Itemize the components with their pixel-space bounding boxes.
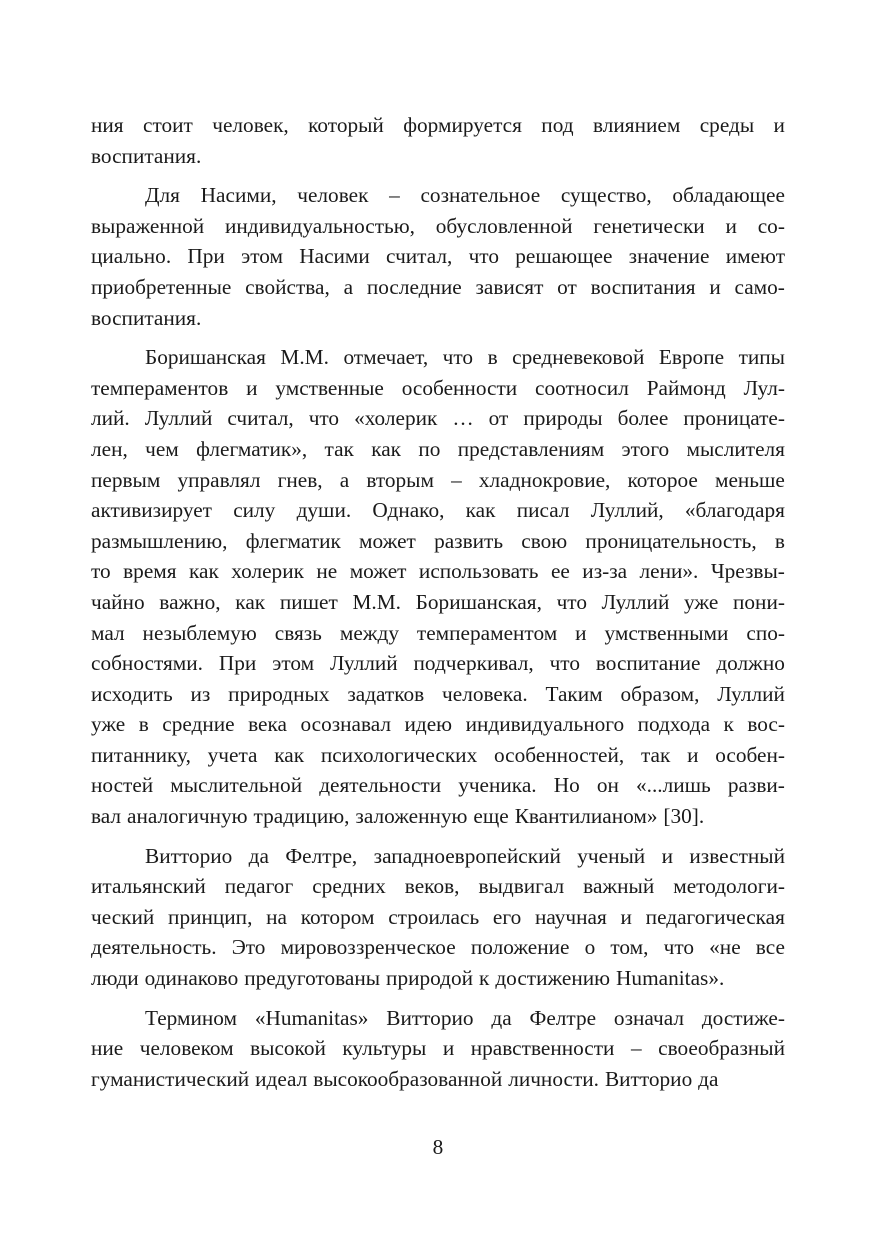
text-line: ческий принцип, на котором строилась его научная и педагогическая: [91, 904, 785, 929]
paragraph-gap: [91, 171, 785, 180]
paragraph: [91, 1003, 785, 1095]
paragraph: [91, 110, 785, 171]
text-line: Для Насими, человек – сознательное существо, обладающее: [145, 183, 785, 208]
text-line: мал незыблемую связь между темпераментом и умственными спо-: [91, 620, 785, 645]
paragraph-gap: [91, 333, 785, 342]
text-line: чайно важно, как пишет М.М. Боришанская, что Луллий уже пони-: [91, 589, 785, 614]
paragraph-gap: [91, 994, 785, 1003]
text-line: ностей мыслительной деятельности ученика. Но он «...лишь разви-: [91, 773, 785, 798]
paragraph: [91, 180, 785, 333]
text-line: собностями. При этом Луллий подчеркивал, что воспитание должно: [91, 651, 785, 676]
text-line: деятельность. Это мировоззренческое положение о том, что «не все: [91, 935, 785, 960]
text-line: итальянский педагог средних веков, выдвигал важный методологи-: [91, 874, 785, 899]
text-line: циально. При этом Насими считал, что решающее значение имеют: [91, 244, 785, 269]
paragraph-gap: [91, 832, 785, 841]
text-line: ния стоит человек, который формируется под влиянием среды и: [91, 113, 785, 137]
text-line: люди одинаково предуготованы природой к достижению Humanitas».: [91, 966, 725, 991]
page-body: [91, 110, 785, 1094]
text-line: активизирует силу души. Однако, как писал Луллий, «благодаря: [91, 498, 785, 523]
text-line: вал аналогичную традицию, заложенную еще Квантилианом» [30].: [91, 804, 705, 829]
text-line: гуманистический идеал высокообразованной личности. Витторио да: [91, 1066, 719, 1091]
page-number: 8: [432, 1135, 444, 1159]
text-line: размышлению, флегматик может развить свою проницательность, в: [91, 528, 785, 553]
text-line: питаннику, учета как психологических особенностей, так и особен-: [91, 742, 785, 767]
text-line: исходить из природных задатков человека. Таким образом, Луллий: [91, 681, 785, 706]
text-line: воспитания.: [91, 143, 202, 168]
text-line: воспитания.: [91, 305, 202, 330]
text-line: Боришанская М.М. отмечает, что в средневековой Европе типы: [145, 345, 785, 370]
text-line: Витторио да Фелтре, западноевропейский ученый и известный: [145, 843, 785, 868]
text-line: то время как холерик не может использовать ее из-за лени». Чрезвы-: [91, 559, 785, 584]
text-line: первым управлял гнев, а вторым – хладнокровие, которое меньше: [91, 467, 785, 492]
text-line: уже в средние века осознавал идею индивидуального подхода к вос-: [91, 712, 785, 737]
paragraph: [91, 841, 785, 994]
text-line: ние человеком высокой культуры и нравственности – своеобразный: [91, 1036, 785, 1061]
text-line: лий. Луллий считал, что «холерик … от природы более проницате-: [91, 406, 785, 431]
text-line: лен, чем флегматик», так как по представлениям этого мыслителя: [91, 436, 785, 461]
text-line: Термином «Humanitas» Витторио да Фелтре означал достиже-: [145, 1005, 785, 1030]
text-line: выраженной индивидуальностью, обусловленной генетически и со-: [91, 213, 785, 238]
text-line: темпераментов и умственные особенности соотносил Раймонд Лул-: [91, 375, 785, 400]
paragraph: [91, 342, 785, 832]
text-line: приобретенные свойства, а последние зависят от воспитания и само-: [91, 274, 785, 299]
